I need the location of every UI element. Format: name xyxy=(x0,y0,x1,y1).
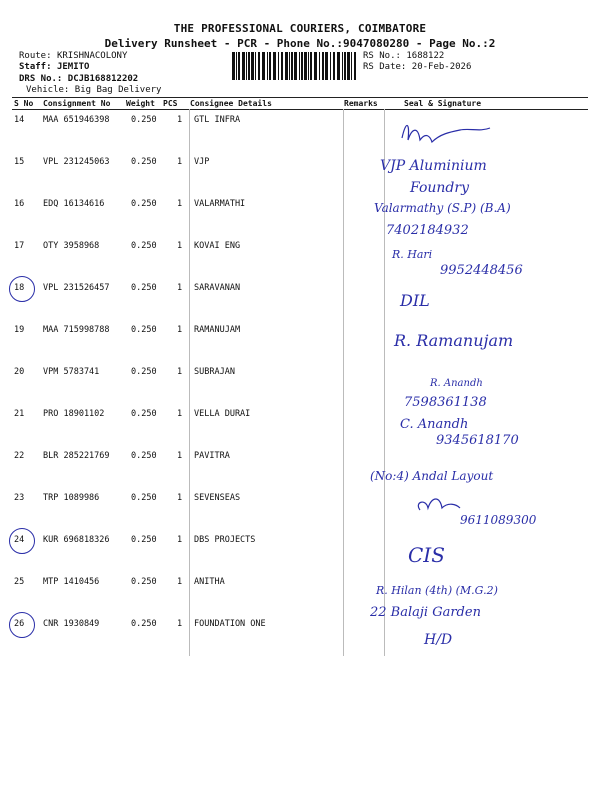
row-details: RAMANUJAM xyxy=(194,325,241,335)
row-consignment: MTP 1410456 xyxy=(43,577,100,587)
barcode-bar xyxy=(246,52,247,80)
barcode-bar xyxy=(304,52,307,80)
row-23-phone: 9611089300 xyxy=(460,513,537,527)
row-details: SARAVANAN xyxy=(194,283,241,293)
barcode-bar xyxy=(278,52,279,80)
barcode-bar xyxy=(285,52,288,80)
barcode-bar xyxy=(232,52,235,80)
row-sno: 21 xyxy=(14,409,25,419)
barcode-bar xyxy=(308,52,309,80)
row-weight: 0.250 xyxy=(131,157,157,167)
row-pcs: 1 xyxy=(177,451,183,461)
col-consignment: Consignment No xyxy=(43,99,111,108)
row-weight: 0.250 xyxy=(131,115,157,125)
barcode-bar xyxy=(344,52,346,80)
row-weight: 0.250 xyxy=(131,493,157,503)
drs-line xyxy=(19,74,138,84)
row-sno: 19 xyxy=(14,325,25,335)
row-weight: 0.250 xyxy=(131,367,157,377)
barcode-bar xyxy=(301,52,303,80)
barcode-bar xyxy=(251,52,254,80)
row-sno: 20 xyxy=(14,367,25,377)
row-consignment: EDQ 16134616 xyxy=(43,199,105,209)
row-18-handwriting: DIL xyxy=(400,291,430,310)
barcode-bar xyxy=(299,52,300,80)
barcode-bar xyxy=(314,52,317,80)
barcode-bar xyxy=(238,52,240,80)
row-details: DBS PROJECTS xyxy=(194,535,256,545)
rs-no-label: RS No.: xyxy=(363,51,401,61)
row-consignment: VPL 231526457 xyxy=(43,283,110,293)
vehicle-value: Big Bag Delivery xyxy=(74,85,162,95)
barcode-bar xyxy=(269,52,271,80)
barcode-bar xyxy=(354,52,356,80)
row-weight: 0.250 xyxy=(131,241,157,251)
staff-label: Staff: xyxy=(19,62,52,72)
col-sno: S No xyxy=(14,99,34,108)
row-weight: 0.250 xyxy=(131,283,157,293)
row-weight: 0.250 xyxy=(131,577,157,587)
signature-area xyxy=(360,110,590,660)
route-line xyxy=(19,51,127,61)
route-value: KRISHNACOLONY xyxy=(56,51,128,61)
barcode-bar xyxy=(255,52,256,80)
col-seal: Seal & Signature xyxy=(404,99,482,108)
row-pcs: 1 xyxy=(177,409,183,419)
row-consignment: VPL 231245063 xyxy=(43,157,110,167)
rs-no-value: 1688122 xyxy=(406,51,445,61)
row-details: GTL INFRA xyxy=(194,115,241,125)
row-consignment: BLR 285221769 xyxy=(43,451,110,461)
row-sno: 16 xyxy=(14,199,25,209)
row-23-signature xyxy=(418,499,460,510)
barcode-bar xyxy=(289,52,290,80)
rs-no-line xyxy=(363,51,444,61)
rs-date-value: 20-Feb-2026 xyxy=(411,62,472,72)
row-consignment: TRP 1089986 xyxy=(43,493,100,503)
col-weight: Weight xyxy=(126,99,155,108)
row-pcs: 1 xyxy=(177,535,183,545)
row-details: PAVITRA xyxy=(194,451,230,461)
col-details: Consignee Details xyxy=(190,99,272,108)
row-weight: 0.250 xyxy=(131,325,157,335)
barcode-bar xyxy=(236,52,237,80)
barcode-image xyxy=(232,52,358,80)
row-weight: 0.250 xyxy=(131,451,157,461)
row-sno: 18 xyxy=(14,283,25,293)
col-remarks: Remarks xyxy=(344,99,378,108)
rs-date-label: RS Date: xyxy=(363,62,407,72)
row-21-handwriting: R. Anandh xyxy=(430,378,483,389)
row-sno: 24 xyxy=(14,535,25,545)
barcode-bar xyxy=(330,52,331,80)
row-24-circle-mark xyxy=(9,528,35,554)
row-16-phone: 7402184932 xyxy=(386,223,469,238)
row-sno: 26 xyxy=(14,619,25,629)
barcode-bar xyxy=(281,52,283,80)
row-consignment: KUR 696818326 xyxy=(43,535,110,545)
barcode-bar xyxy=(267,52,268,80)
row-sno: 22 xyxy=(14,451,25,461)
row-25-handwriting: R. Hilan (4th) (M.G.2) xyxy=(376,584,498,597)
row-pcs: 1 xyxy=(177,241,183,251)
row-19-signature: R. Ramanujam xyxy=(394,331,514,350)
row-pcs: 1 xyxy=(177,157,183,167)
row-consignment: VPM 5783741 xyxy=(43,367,100,377)
barcode-bar xyxy=(291,52,293,80)
row-consignment: MAA 651946398 xyxy=(43,115,110,125)
row-consignment: OTY 3958968 xyxy=(43,241,100,251)
row-26-circle-mark xyxy=(9,612,35,638)
vehicle-line xyxy=(26,85,161,95)
row-pcs: 1 xyxy=(177,619,183,629)
row-pcs: 1 xyxy=(177,115,183,125)
barcode-bar xyxy=(322,52,324,80)
staff-value: JEMITO xyxy=(56,62,90,72)
drs-label: DRS No.: xyxy=(19,74,63,84)
row-weight: 0.250 xyxy=(131,199,157,209)
row-sno: 14 xyxy=(14,115,25,125)
rs-date-line xyxy=(363,62,471,72)
drs-value: DCJB168812202 xyxy=(67,74,139,84)
row-21-phone-2: 9345618170 xyxy=(436,433,519,448)
row-sno: 25 xyxy=(14,577,25,587)
row-weight: 0.250 xyxy=(131,409,157,419)
row-pcs: 1 xyxy=(177,325,183,335)
row-25-address: 22 Balaji Garden xyxy=(370,605,481,620)
barcode-bar xyxy=(342,52,343,80)
row-17-handwriting: R. Hari xyxy=(392,248,433,261)
row-15-handwriting: VJP Aluminium xyxy=(380,158,487,174)
barcode-bar xyxy=(258,52,260,80)
row-17-phone: 9952448456 xyxy=(440,263,523,278)
row-details: KOVAI ENG xyxy=(194,241,241,251)
row-sno: 17 xyxy=(14,241,25,251)
row-pcs: 1 xyxy=(177,493,183,503)
row-21-phone: 7598361138 xyxy=(404,395,487,410)
row-pcs: 1 xyxy=(177,367,183,377)
row-sno: 15 xyxy=(14,157,25,167)
row-consignment: PRO 18901102 xyxy=(43,409,105,419)
row-16-handwriting: Valarmathy (S.P) (B.A) xyxy=(374,201,511,215)
row-15-handwriting-line2: Foundry xyxy=(410,180,469,196)
barcode-bar xyxy=(242,52,245,80)
row-pcs: 1 xyxy=(177,283,183,293)
row-details: VELLA DURAI xyxy=(194,409,251,419)
row-details: FOUNDATION ONE xyxy=(194,619,266,629)
barcode-bar xyxy=(294,52,297,80)
barcode-bar xyxy=(337,52,340,80)
barcode-bar xyxy=(310,52,312,80)
barcode-bar xyxy=(325,52,328,80)
row-consignment: CNR 1930849 xyxy=(43,619,100,629)
row-24-handwriting: CIS xyxy=(408,543,445,567)
row-14-signature xyxy=(402,125,490,142)
row-pcs: 1 xyxy=(177,199,183,209)
barcode-bar xyxy=(262,52,265,80)
row-weight: 0.250 xyxy=(131,619,157,629)
barcode-bar xyxy=(351,52,352,80)
col-pcs: PCS xyxy=(163,99,178,108)
row-26-handwriting: H/D xyxy=(424,632,453,648)
staff-line xyxy=(19,62,89,72)
barcode-bar xyxy=(248,52,250,80)
runsheet-subtitle: Delivery Runsheet - PCR - Phone No.:9047080280 - Page No.:2 xyxy=(104,37,496,50)
row-details: ANITHA xyxy=(194,577,225,587)
row-consignment: MAA 715998788 xyxy=(43,325,110,335)
row-details: SUBRAJAN xyxy=(194,367,235,377)
row-weight: 0.250 xyxy=(131,535,157,545)
barcode-bar xyxy=(333,52,335,80)
vehicle-label: Vehicle: xyxy=(26,85,70,95)
row-details: VALARMATHI xyxy=(194,199,246,209)
row-22-handwriting: (No:4) Andal Layout xyxy=(370,469,494,483)
route-label: Route: xyxy=(19,51,52,61)
company-title: THE PROFESSIONAL COURIERS, COIMBATORE xyxy=(173,22,427,35)
table-header xyxy=(12,97,588,109)
row-sno: 23 xyxy=(14,493,25,503)
row-details: SEVENSEAS xyxy=(194,493,241,503)
barcode-bar xyxy=(319,52,320,80)
barcode-bar xyxy=(273,52,276,80)
row-pcs: 1 xyxy=(177,577,183,587)
barcode-bar xyxy=(347,52,350,80)
row-details: VJP xyxy=(194,157,210,167)
row-18-circle-mark xyxy=(9,276,35,302)
row-21-name: C. Anandh xyxy=(400,417,469,432)
